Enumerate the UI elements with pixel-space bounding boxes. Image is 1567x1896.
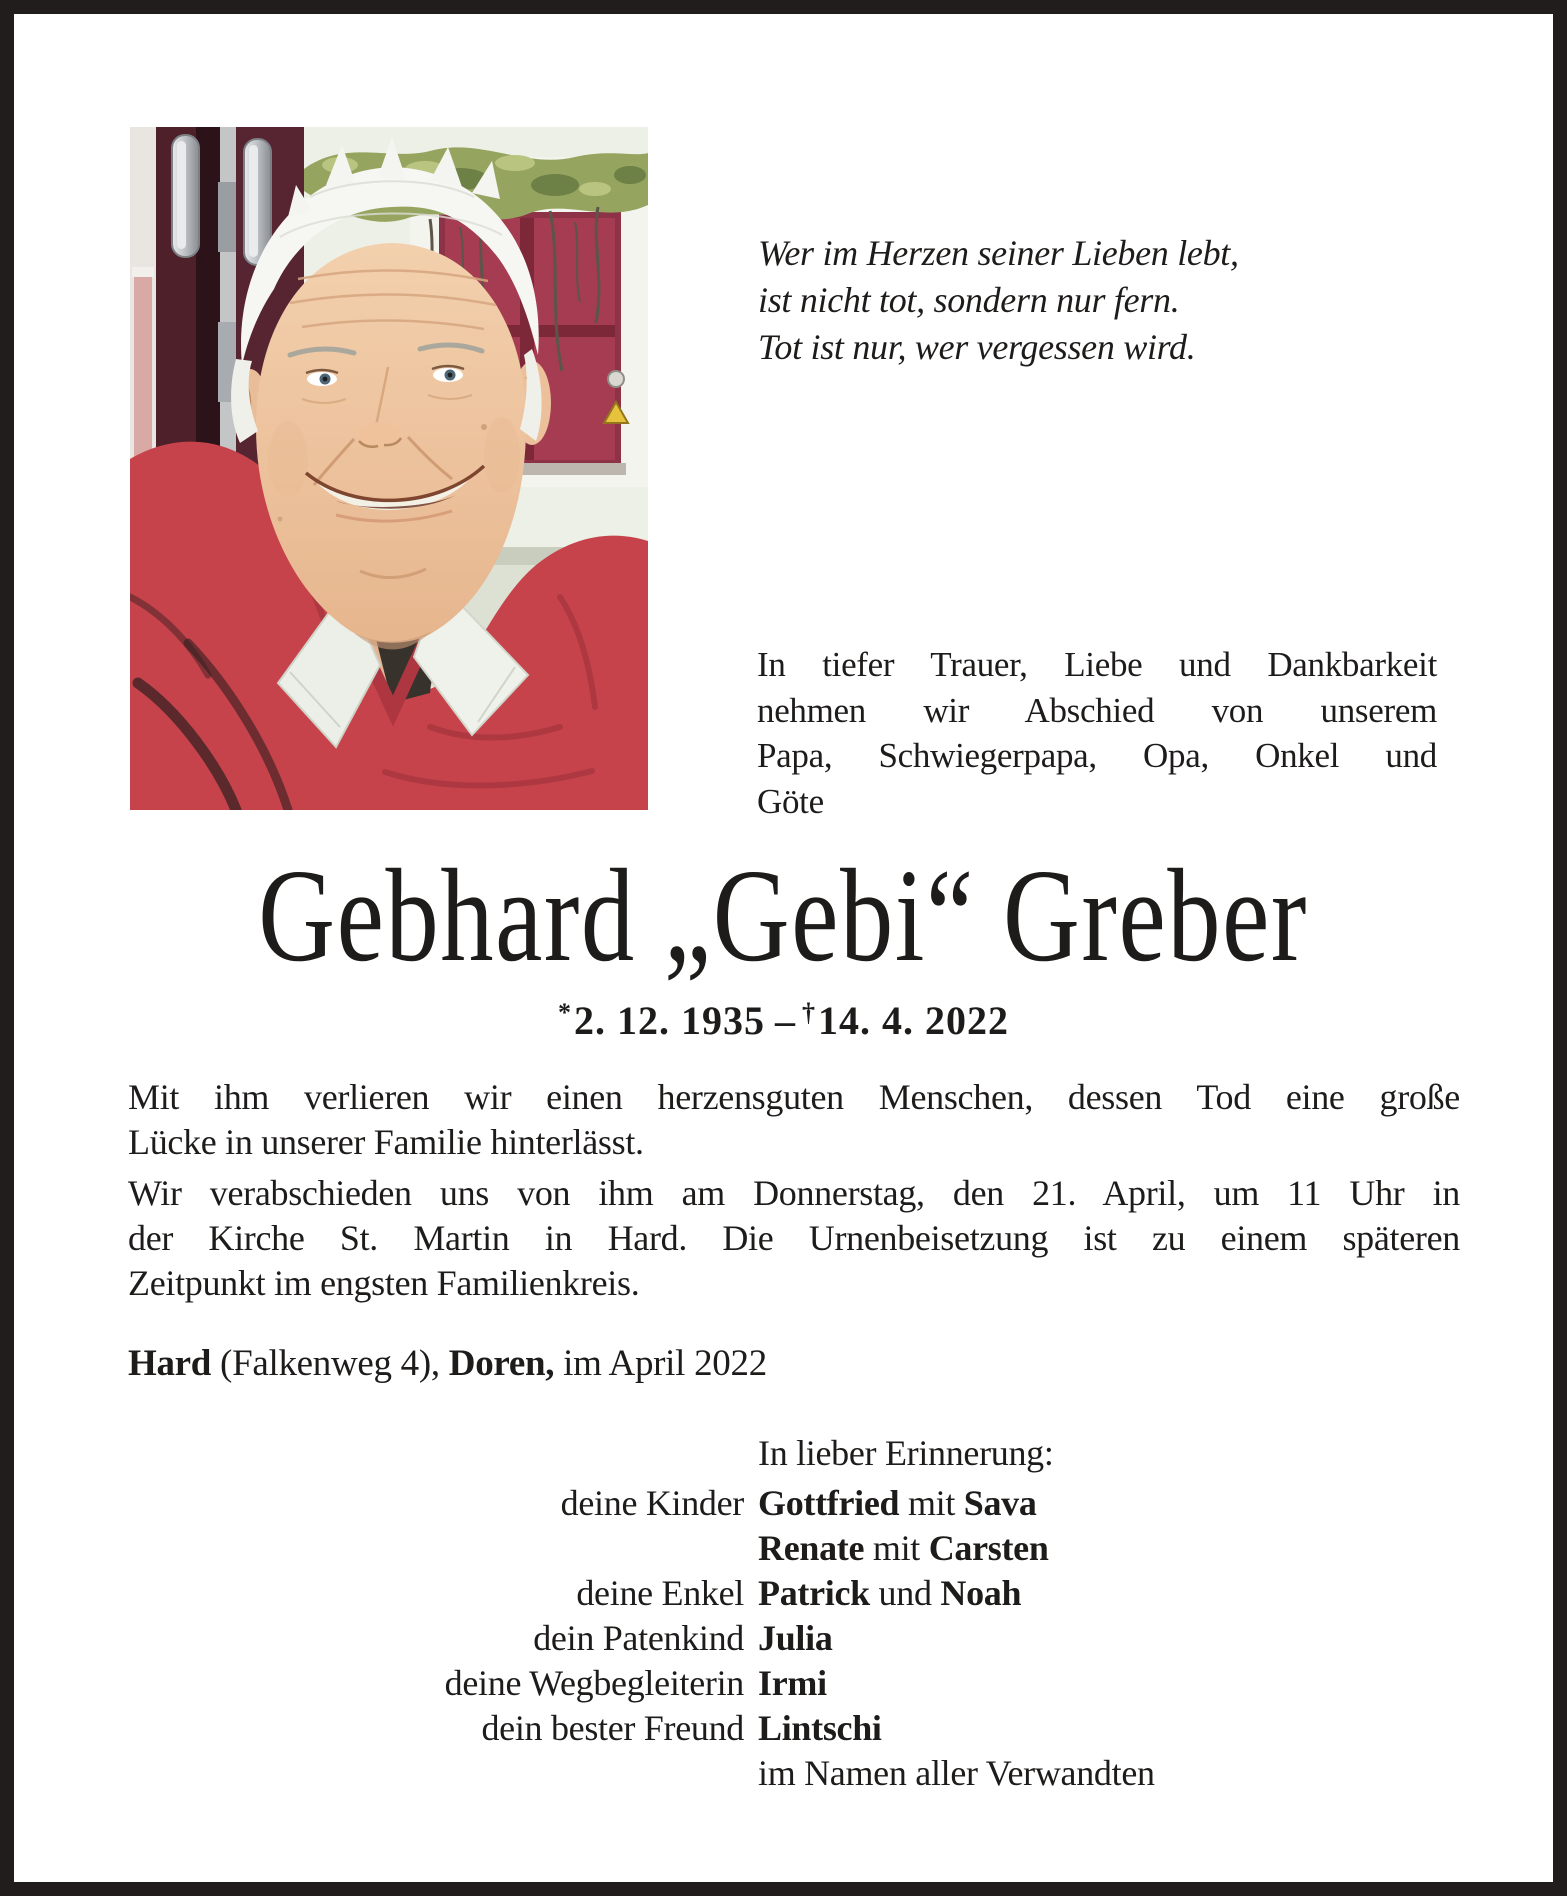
dates-separator: – <box>775 998 796 1043</box>
round-sticker <box>608 371 624 387</box>
text-line: In tiefer Trauer, Liebe und Dankbarkeit <box>757 645 1437 684</box>
bold-text: Hard <box>128 1343 212 1384</box>
relative-names <box>758 1661 1460 1706</box>
bold-text: Sava <box>963 1483 1037 1523</box>
relation-label: dein Patenkind <box>533 1618 744 1658</box>
relative-names <box>758 1481 1460 1526</box>
intro-text <box>757 642 1437 824</box>
text-line: Mit ihm verlieren wir einen herzensguten Menschen, dessen Tod eine große <box>128 1077 1460 1117</box>
text-line: Wer im Herzen seiner Lieben lebt, <box>758 233 1239 273</box>
text-line: Tot ist nur, wer vergessen wird. <box>758 327 1196 367</box>
regular-text: (Falkenweg 4), <box>211 1343 449 1384</box>
birth-date: 2. 12. 1935 <box>574 998 765 1043</box>
text-line: Göte <box>757 781 824 821</box>
text-line: Papa, Schwiegerpapa, Opa, Onkel und <box>757 736 1437 775</box>
bold-text: Lintschi <box>758 1708 882 1748</box>
remembrance-row <box>128 1616 1460 1661</box>
bold-text: Carsten <box>928 1528 1049 1568</box>
deceased-name: Gebhard „Gebi“ Greber <box>258 841 1309 989</box>
bold-text: Irmi <box>758 1663 827 1703</box>
text-line: Lücke in unserer Familie hinterlässt. <box>128 1122 644 1162</box>
relation-label <box>128 1526 758 1571</box>
remembrance-list <box>128 1481 1460 1751</box>
relation-label: deine Kinder <box>560 1483 744 1523</box>
portrait-photo <box>130 127 648 810</box>
bold-text: Noah <box>940 1573 1022 1613</box>
bold-text: Doren, <box>448 1343 555 1384</box>
bold-text: Julia <box>758 1618 833 1658</box>
relative-names <box>758 1526 1460 1571</box>
bold-text: Renate <box>758 1528 865 1568</box>
relation-label: dein bester Freund <box>481 1708 744 1748</box>
relative-names <box>758 1571 1460 1616</box>
birth-symbol: * <box>558 998 572 1027</box>
text-line: Zeitpunkt im engsten Familienkreis. <box>128 1263 640 1303</box>
distant-pink-door <box>134 277 152 462</box>
memorial-poem <box>758 230 1398 371</box>
remembrance-section <box>128 1431 1460 1796</box>
paragraph-loss <box>128 1075 1460 1165</box>
text-line: ist nicht tot, sondern nur fern. <box>758 280 1180 320</box>
deceased-name-row <box>14 841 1553 989</box>
regular-text: im April 2022 <box>554 1343 767 1384</box>
text-line: nehmen wir Abschied von unserem <box>757 690 1437 730</box>
relative-names <box>758 1616 1460 1661</box>
remembrance-row <box>128 1481 1460 1526</box>
remembrance-row <box>128 1571 1460 1616</box>
bold-text: Patrick <box>758 1573 870 1613</box>
relative-names <box>758 1706 1460 1751</box>
remembrance-row <box>128 1661 1460 1706</box>
relation-label: deine Enkel <box>576 1573 744 1613</box>
bold-text: Gottfried <box>758 1483 900 1523</box>
life-dates <box>14 992 1553 1041</box>
paragraph-funeral <box>128 1171 1460 1306</box>
regular-text: mit <box>899 1483 964 1523</box>
remembrance-row <box>128 1706 1460 1751</box>
death-symbol: † <box>802 998 816 1027</box>
death-date: 14. 4. 2022 <box>818 998 1009 1043</box>
portrait-illustration <box>130 127 648 810</box>
remembrance-header: In lieber Erinnerung: <box>758 1433 1054 1473</box>
regular-text: mit <box>864 1528 929 1568</box>
text-line: Wir verabschieden uns von ihm am Donnerstag, den 21. April, um 11 Uhr in <box>128 1173 1460 1213</box>
remembrance-closing: im Namen aller Verwandten <box>758 1753 1155 1793</box>
regular-text: und <box>869 1573 941 1613</box>
text-line: der Kirche St. Martin in Hard. Die Urnenbeisetzung ist zu einem späteren <box>128 1218 1460 1258</box>
location-line <box>128 1341 767 1386</box>
remembrance-row <box>128 1526 1460 1571</box>
relation-label: deine Wegbegleiterin <box>444 1663 744 1703</box>
